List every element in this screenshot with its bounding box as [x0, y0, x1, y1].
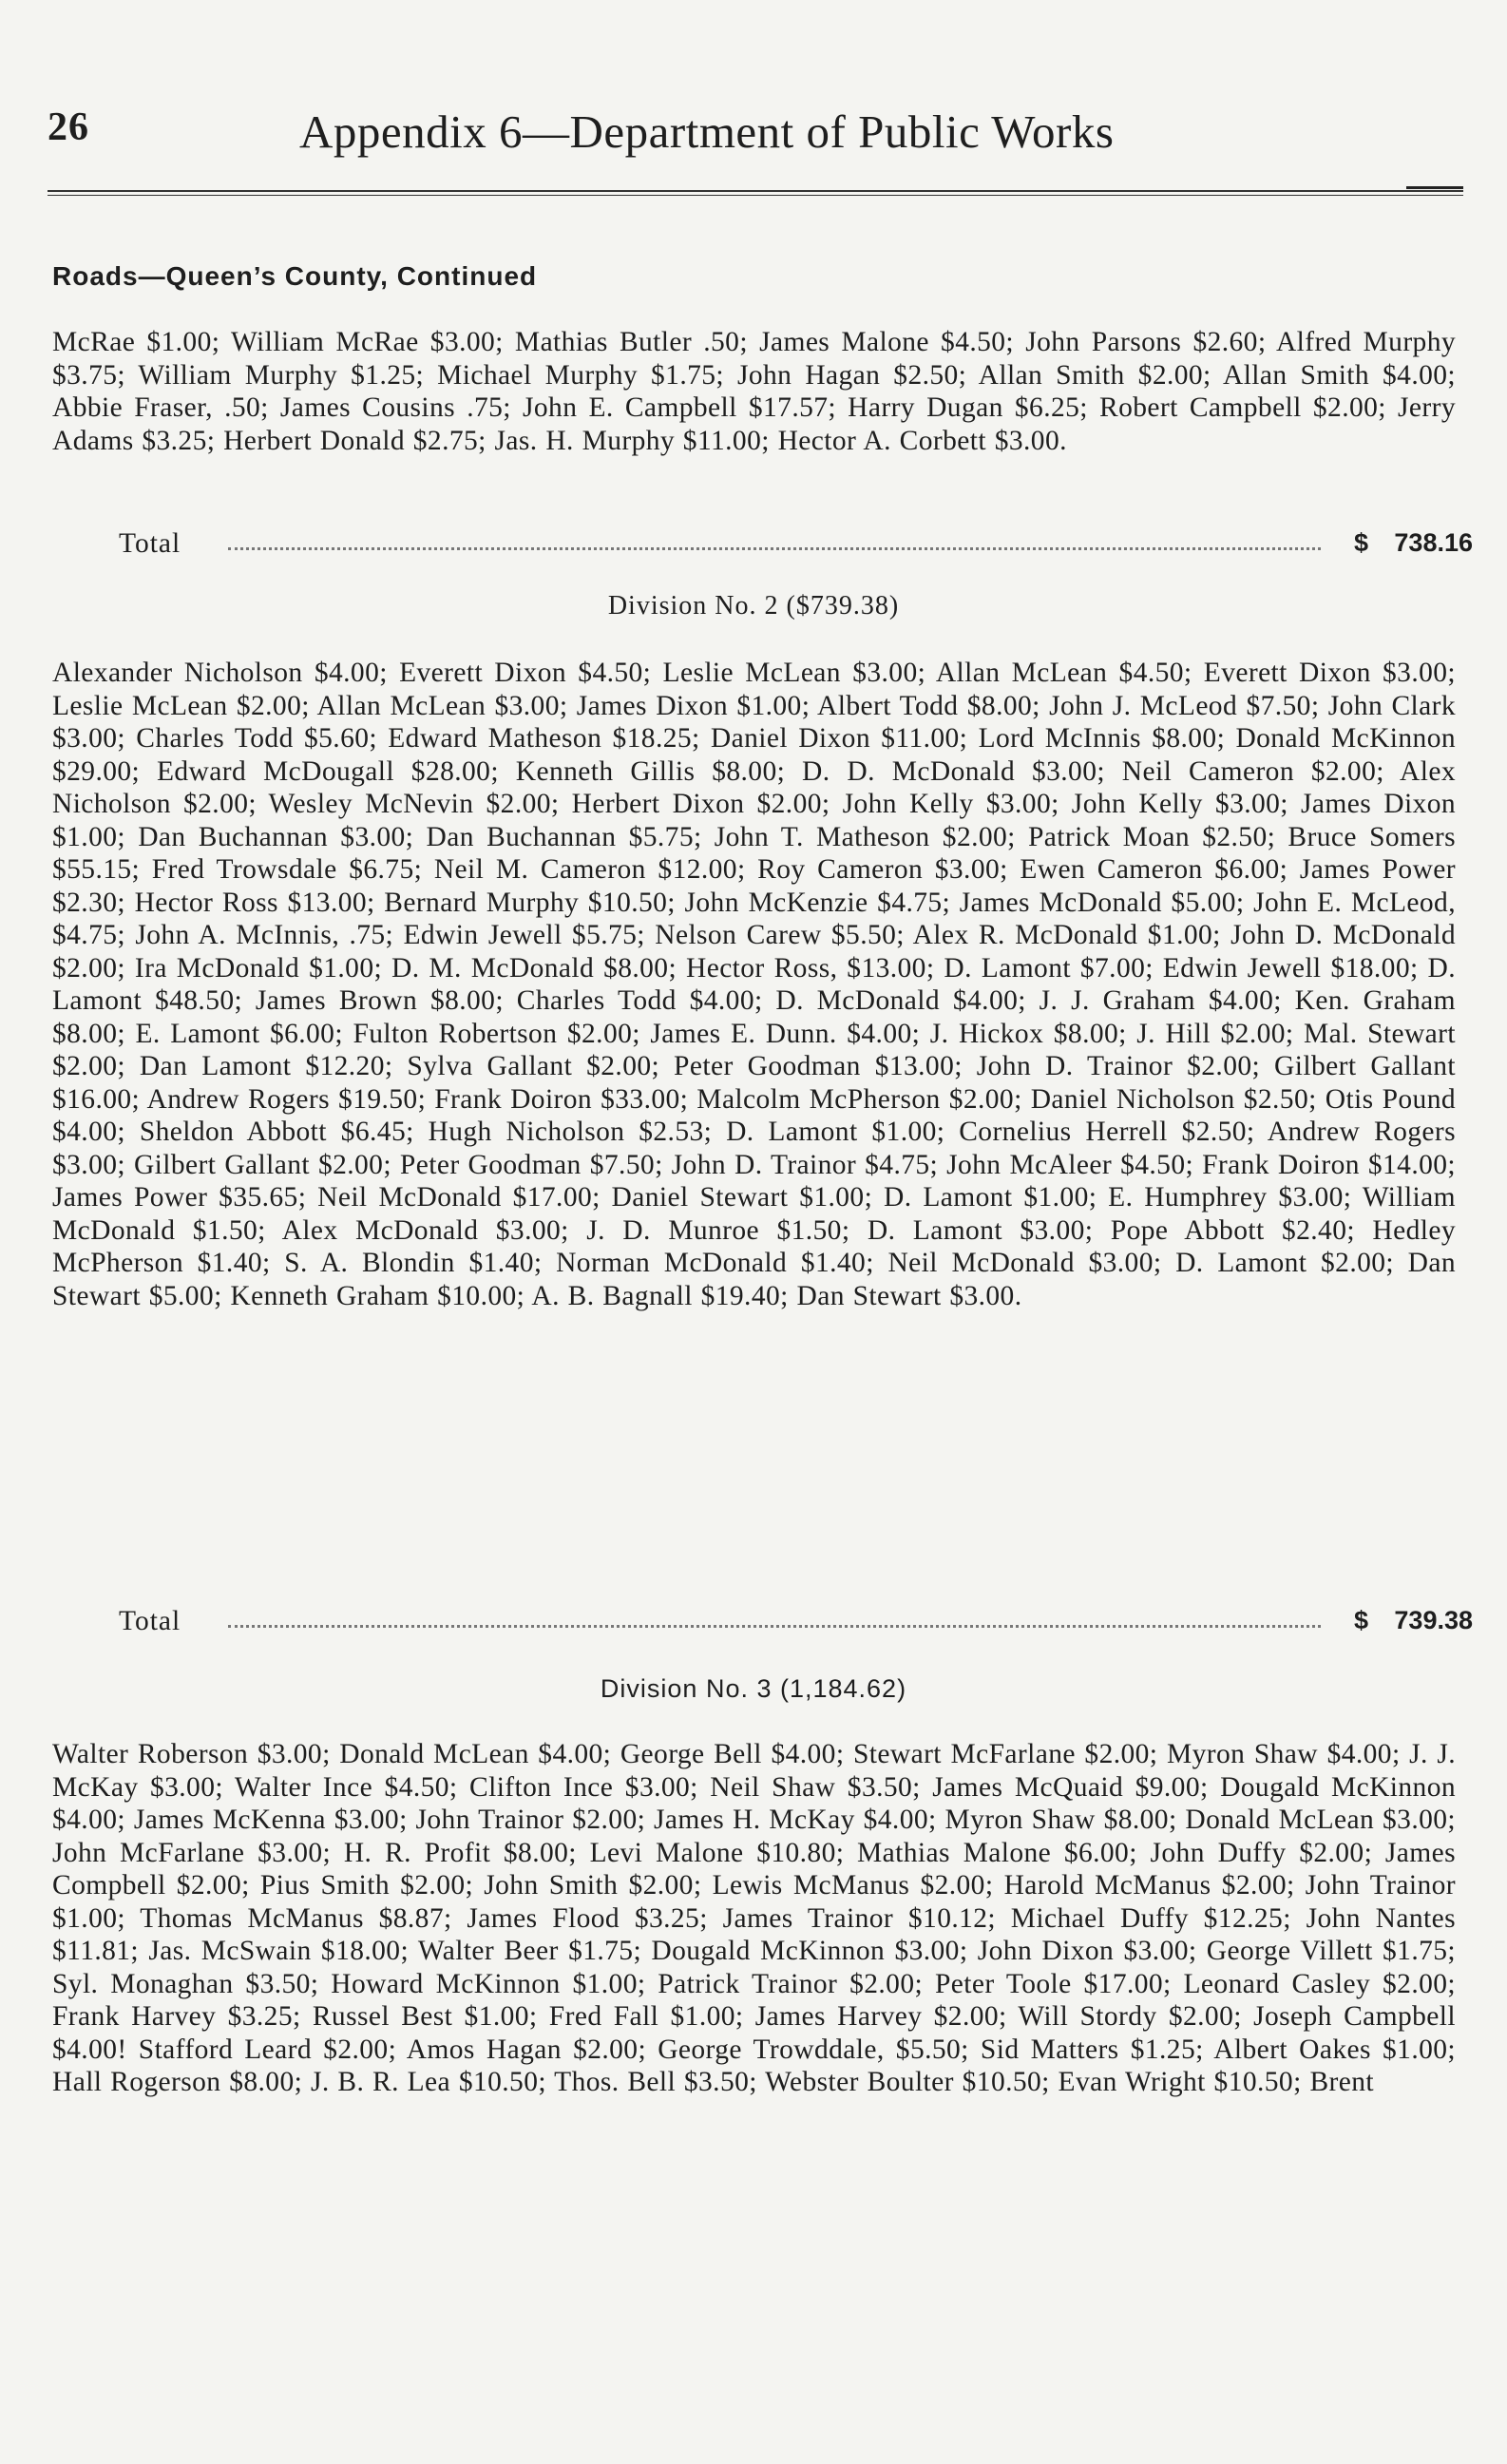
division-3-paragraph: Walter Roberson $3.00; Donald McLean $4.00; George Bell $4.00; Stewart McFarlane $2.00; Myron Shaw $4.00; J. J. McKay $3.00; Walter Ince $4.50; Clifton Ince $3.00; Neil Shaw $3.50; James McQuaid $9.00; Dougald McKinnon $4.00; James McKenna $3.00; John Trainor $2.00; James H. McKay $4.00; Myron Shaw $8.00; Donald McLean $3.00; John McFarlane $3.00; H. R. Profit $8.00; Levi Malone $10.80; Mathias Malone $6.00; John Duffy $2.00; James Compbell $2.00; Pius Smith $2.00; John Smith $2.00; Lewis McManus $2.00; Harold McManus $2.00; John Trainor $1.00; Thomas McManus $8.87; James Flood $3.25; James Trainor $10.12; Michael Duffy $12.25; John Nantes $11.81; Jas. McSwain $18.00; Walter Beer $1.75; Dougald McKinnon $3.00; John Dixon $3.00; George Villett $1.75; Syl. Monaghan $3.50; Howard McKinnon $1.00; Patrick Trainor $2.00; Peter Toole $17.00; Leonard Casley $2.00; Frank Harvey $3.25; Russel Best $1.00; Fred Fall $1.00; James Harvey $2.00; Will Stordy $2.00; Joseph Campbell $4.00! Stafford Leard $2.00; Amos Hagan $2.00; George Trowddale, $5.50; Sid Matters $1.25; Albert Oakes $1.00; Hall Rogerson $8.00; J. B. R. Lea $10.50; Thos. Bell $3.50; Webster Boulter $10.50; Evan Wright $10.50; Brent: [52, 1739, 1456, 2097]
division-1-paragraph: McRae $1.00; William McRae $3.00; Mathias Butler .50; James Malone $4.50; John Parsons $2.60; Alfred Murphy $3.75; William Murphy $1.25; Michael Murphy $1.75; John Hagan $2.50; Allan Smith $2.00; Allan Smith $4.00; Abbie Fraser, .50; James Cousins .75; John E. Campbell $17.57; Harry Dugan $6.25; Robert Campbell $2.00; Jerry Adams $3.25; Herbert Donald $2.75; Jas. H. Murphy $11.00; Hector A. Corbett $3.00.: [52, 327, 1456, 456]
section-heading: Roads—Queen’s County, Continued: [52, 261, 538, 291]
division-2-paragraph: Alexander Nicholson $4.00; Everett Dixon $4.50; Leslie McLean $3.00; Allan McLean $4.50; Everett Dixon $3.00; Leslie McLean $2.00; Allan McLean $3.00; James Dixon $1.00; Albert Todd $8.00; John J. McLeod $7.50; John Clark $3.00; Charles Todd $5.60; Edward Matheson $18.25; Daniel Dixon $11.00; Lord McInnis $8.00; Donald McKinnon $29.00; Edward McDougall $28.00; Kenneth Gillis $8.00; D. D. McDonald $3.00; Neil Cameron $2.00; Alex Nicholson $2.00; Wesley McNevin $2.00; Herbert Dixon $2.00; John Kelly $3.00; John Kelly $3.00; James Dixon $1.00; Dan Buchannan $3.00; Dan Buchannan $5.75; John T. Matheson $2.00; Patrick Moan $2.50; Bruce Somers $55.15; Fred Trowsdale $6.75; Neil M. Cameron $12.00; Roy Cameron $3.00; Ewen Cameron $6.00; James Power $2.30; Hector Ross $13.00; Bernard Murphy $10.50; John McKenzie $4.75; James McDonald $5.00; John E. McLeod, $4.75; John A. McInnis, .75; Edwin Jewell $5.75; Nelson Carew $5.50; Alex R. McDonald $1.00; John D. McDonald $2.00; Ira McDonald $1.00; D. M. McDonald $8.00; Hector Ross, $13.00; D. Lamont $7.00; Edwin Jewell $18.00; D. Lamont $48.50; James Brown $8.00; Charles Todd $4.00; D. McDonald $4.00; J. J. Graham $4.00; Ken. Graham $8.00; E. Lamont $6.00; Fulton Robertson $2.00; James E. Dunn. $4.00; J. Hickox $8.00; J. Hill $2.00; Mal. Stewart $2.00; Dan Lamont $12.20; Sylva Gallant $2.00; Peter Goodman $13.00; John D. Trainor $2.00; Gilbert Gallant $16.00; Andrew Rogers $19.50; Frank Doiron $33.00; Malcolm McPherson $2.00; Daniel Nicholson $2.50; Otis Pound $4.00; Sheldon Abbott $6.45; Hugh Nicholson $2.53; D. Lamont $1.00; Cornelius Herrell $2.50; Andrew Rogers $3.00; Gilbert Gallant $2.00; Peter Goodman $7.50; John D. Trainor $4.75; John McAleer $4.50; Frank Doiron $14.00; James Power $35.65; Neil McDonald $17.00; Daniel Stewart $1.00; D. Lamont $1.00; E. Humphrey $3.00; William McDonald $1.50; Alex McDonald $3.00; J. D. Munroe $1.50; D. Lamont $3.00; Pope Abbott $2.40; Hedley McPherson $1.40; S. A. Blondin $1.40; Norman McDonald $1.40; Neil McDonald $3.00; D. Lamont $2.00; Dan Stewart $5.00; Kenneth Graham $10.00; A. B. Bagnall $19.40; Dan Stewart $3.00.: [52, 658, 1456, 1311]
total-amount: 738.16: [1394, 528, 1473, 557]
division-1-total: [119, 528, 1473, 563]
total-dollar-sign: $: [1353, 1606, 1368, 1634]
total-amount: 739.38: [1394, 1606, 1473, 1634]
division-2-total: [119, 1606, 1473, 1640]
page-header: [48, 105, 1454, 171]
division-3-heading: Division No. 3 (1,184.62): [600, 1674, 907, 1703]
division-2-heading: Division No. 2 ($739.38): [607, 591, 900, 621]
header-rule-tip: [1406, 186, 1463, 189]
total-dollar-sign: $: [1353, 528, 1368, 557]
header-rule: [48, 190, 1463, 196]
total-label: Total: [119, 528, 181, 559]
leader-dots: [228, 1625, 1321, 1628]
total-label: Total: [119, 1606, 181, 1636]
leader-dots: [228, 547, 1321, 550]
page-number: 26: [48, 105, 89, 149]
running-title: Appendix 6—Department of Public Works: [299, 105, 1115, 158]
